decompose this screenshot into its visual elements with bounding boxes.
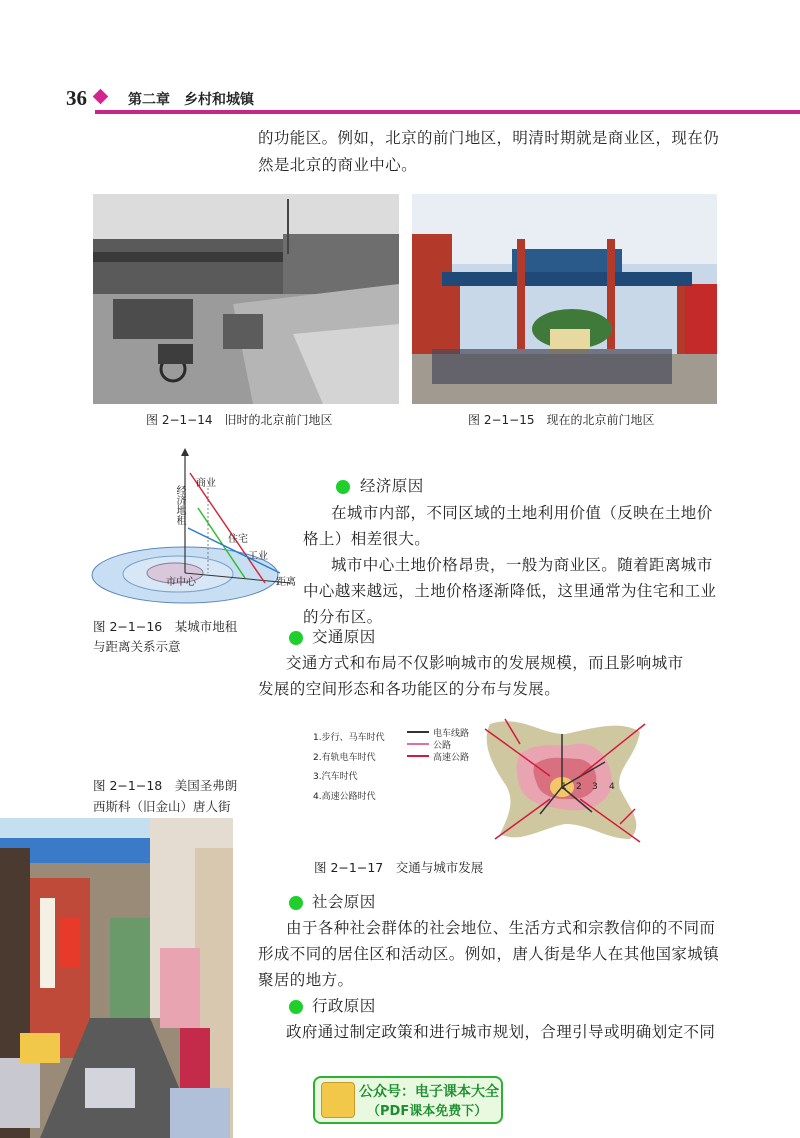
economic-p1-line-1: 在城市内部，不同区域的土地利用价值（反映在土地价 [331, 504, 713, 522]
ring-label-1: 1 [561, 782, 567, 792]
section-bullet-icon [336, 480, 350, 494]
diamond-icon [93, 89, 109, 105]
legend-highway: 高速公路 [433, 753, 470, 763]
commerce-label: 商业 [196, 478, 216, 489]
legend-road: 公路 [433, 741, 452, 751]
y-axis-label: 经济地租 [174, 485, 185, 525]
legend-tram: 电车线路 [433, 729, 470, 739]
transport-line-2: 发展的空间形态和各功能区的分布与发展。 [258, 680, 561, 698]
book-icon [321, 1082, 355, 1118]
intro-line-1: 的功能区。例如，北京的前门地区，明清时期就是商业区，现在仍 [258, 129, 720, 147]
page-number: 36 [66, 86, 87, 110]
ring-label-4: 4 [609, 782, 615, 792]
section-bullet-icon [289, 1000, 303, 1014]
fig16-caption-line-2: 与距离关系示意 [93, 639, 181, 654]
highway-line-swatch [407, 755, 429, 757]
fig18-caption-line-1: 图 2−1−18 美国圣弗朗 [93, 778, 238, 793]
fig18-caption-line-2: 西斯科（旧金山）唐人街 [93, 799, 231, 814]
economic-p2-line-1: 城市中心土地价格昂贵，一般为商业区。随着距离城市 [331, 556, 713, 574]
industry-label: 工业 [248, 551, 268, 562]
fig15-caption: 图 2−1−15 现在的北京前门地区 [468, 413, 655, 427]
fig17-stage-2: 2.有轨电车时代 [313, 753, 376, 763]
social-line-3: 聚居的地方。 [258, 971, 354, 989]
transport-title: 交通原因 [312, 628, 376, 646]
transport-city-diagram [480, 714, 650, 844]
social-line-2: 形成不同的居住区和活动区。例如，唐人街是华人在其他国家城镇 [258, 945, 720, 963]
admin-title: 行政原因 [312, 997, 376, 1015]
ring-label-3: 3 [592, 782, 598, 792]
badge-line-2: （PDF课本免费下） [367, 1104, 488, 1119]
economic-p2-line-3: 的分布区。 [303, 608, 383, 626]
residence-label: 住宅 [228, 534, 248, 545]
center-label: 市中心 [166, 577, 196, 588]
header-rule [95, 110, 800, 114]
old-qianmen-photo [93, 194, 399, 404]
chinatown-photo [0, 818, 233, 1138]
social-line-1: 由于各种社会群体的社会地位、生活方式和宗教信仰的不同而 [286, 919, 716, 937]
new-qianmen-photo [412, 194, 717, 404]
economic-title: 经济原因 [360, 477, 424, 495]
fig17-stage-4: 4.高速公路时代 [313, 792, 376, 802]
social-title: 社会原因 [312, 893, 376, 911]
badge-line-1: 公众号：电子课本大全 [359, 1084, 499, 1100]
fig16-caption-line-1: 图 2−1−16 某城市地租 [93, 619, 238, 634]
fig17-stage-1: 1.步行、马车时代 [313, 733, 385, 743]
fig17-caption: 图 2−1−17 交通与城市发展 [314, 860, 484, 875]
fig14-caption: 图 2−1−14 旧时的北京前门地区 [146, 413, 333, 427]
fig17-stage-3: 3.汽车时代 [313, 772, 358, 782]
section-bullet-icon [289, 631, 303, 645]
intro-line-2: 然是北京的商业中心。 [258, 156, 418, 174]
road-line-swatch [407, 743, 429, 745]
distance-label: 距离 [276, 577, 296, 588]
admin-line-1: 政府通过制定政策和进行城市规划，合理引导或明确划定不同 [286, 1023, 716, 1041]
section-bullet-icon [289, 896, 303, 910]
tram-line-swatch [407, 731, 429, 733]
watermark-badge [313, 1076, 503, 1124]
ring-label-2: 2 [576, 782, 582, 792]
chapter-title: 第二章 乡村和城镇 [128, 92, 254, 108]
economic-p2-line-2: 中心越来越远，土地价格逐渐降低，这里通常为住宅和工业 [303, 582, 717, 600]
economic-p1-line-2: 格上）相差很大。 [303, 530, 431, 548]
transport-line-1: 交通方式和布局不仅影响城市的发展规模，而且影响城市 [286, 654, 684, 672]
